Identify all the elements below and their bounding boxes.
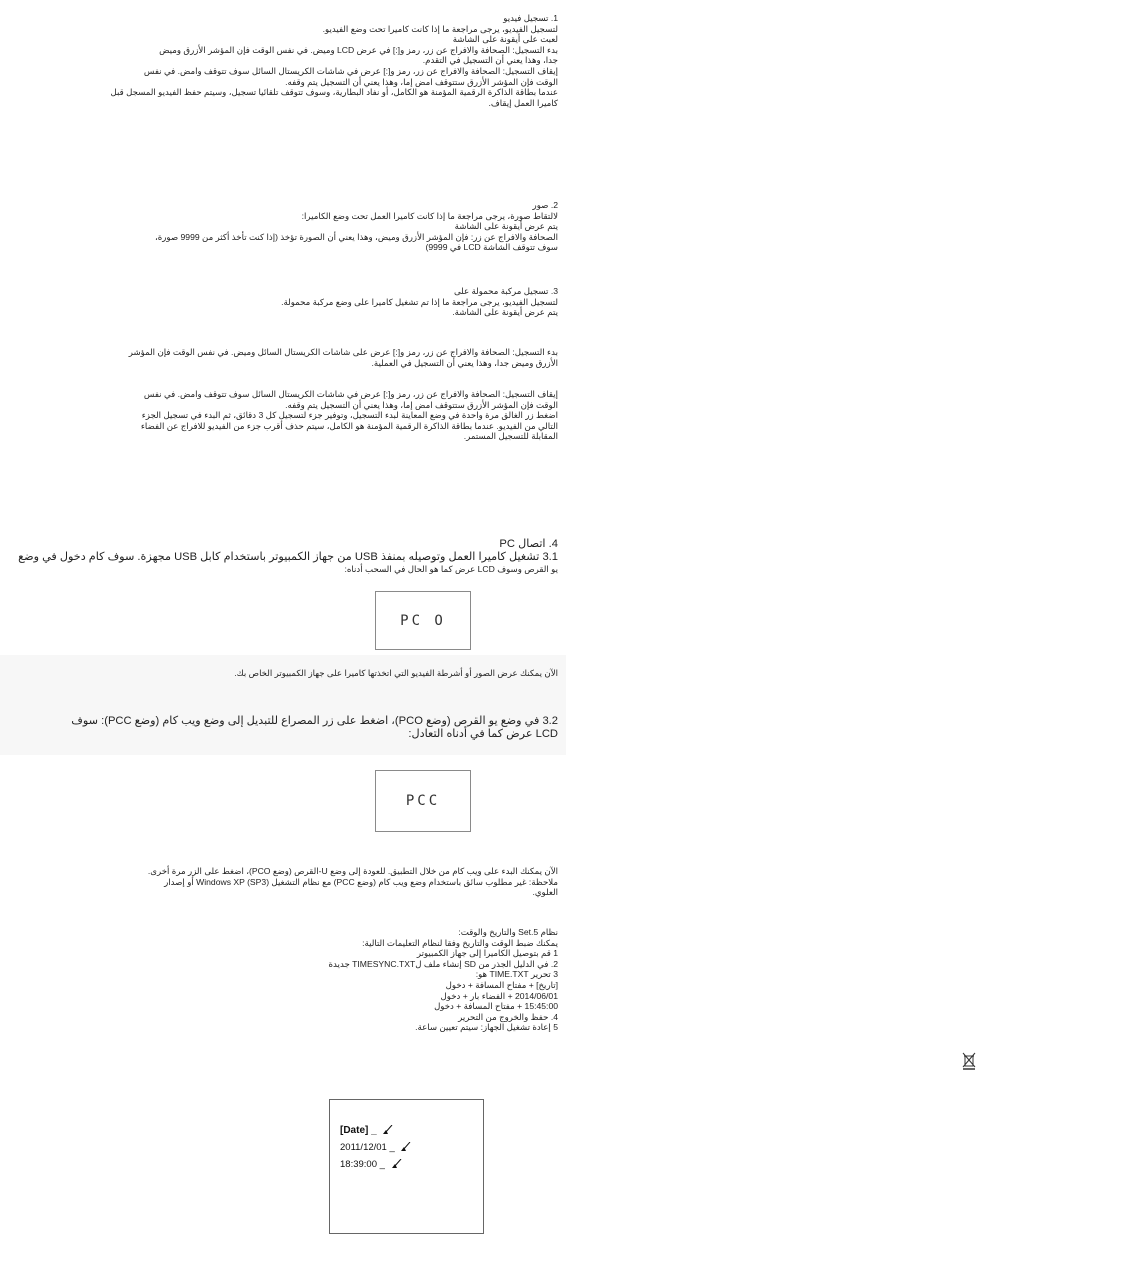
text-line: اضغط زر الغالق مرة واحدة في وضع المعاينة لبدء التسجيل، وتوفير جزء لتسجيل كل 3 دقائق، ثم البدء في تسجيل الجزء (141, 410, 558, 421)
text-line: الأزرق وميض جدا، وهذا يعني أن التسجيل في العملية. (371, 357, 558, 368)
lcd-text: PC O (400, 612, 446, 629)
text-line: 1 قم بتوصيل الكاميرا إلى جهاز الكمبيوتر (416, 948, 558, 959)
enter-key-icon (390, 1159, 402, 1169)
recycle-bin-crossed-icon (962, 1052, 976, 1070)
section5-title: نظام Set.5 والتاريخ والوقت: (458, 927, 558, 937)
text-line: العلوي. (532, 887, 558, 898)
date-value-line (340, 1139, 411, 1156)
text-line: 3.2 في وضع يو القرص (وضع PCO)، اضغط على زر المصراع للتبديل إلى وضع ويب كام (وضع PCC): سوف (71, 715, 558, 727)
text-line: الآن يمكنك عرض الصور أو أشرطة الفيديو التي اتخذتها كاميرا على جهاز الكمبيوتر الخاص بك. (234, 668, 558, 678)
text-line: كاميرا العمل إيقاف. (488, 97, 558, 108)
date-label: [Date] _ (340, 1125, 377, 1136)
section-photos (18, 200, 558, 253)
lcd-display-pco (375, 591, 471, 650)
date-example-box (329, 1099, 484, 1234)
text-line: يتم عرض أيقونة على الشاشة. (452, 307, 558, 318)
text-line: بدء التسجيل: الصحافة والافراج عن زر، رمز و[:] في عرض LCD وميض. في نفس الوقت فإن المؤشر الأزرق وميض (159, 44, 558, 55)
text-line: 15:45:00 + مفتاح المسافة + دخول (434, 1001, 558, 1012)
text-line: سوف تتوقف الشاشة LCD في 9999) (425, 242, 558, 253)
text-line: يمكنك ضبط الوقت والتاريخ وفقا لنظام التعليمات التالية: (362, 937, 558, 948)
section3-stop-recording (18, 389, 558, 442)
section-vehicle-recording (18, 286, 558, 318)
section2-title: 2. صور (532, 200, 558, 210)
date-line (340, 1122, 411, 1139)
text-line: 3.1 تشغيل كاميرا العمل وتوصيله بمنفذ USB من جهاز الكمبيوتر باستخدام كابل USB مجهزة. سوف كام دخول في وضع (18, 551, 558, 563)
section-video-recording (18, 13, 558, 108)
text-line: يو القرص وسوف LCD عرض كما هو الحال في السحب أدناه: (344, 564, 558, 574)
text-line: بدء التسجيل: الصحافة والافراج عن زر، رمز و[:] عرض على شاشات الكريستال السائل وميض. في نفس الوقت فإن المؤشر (128, 347, 558, 357)
text-line: لتسجيل الفيديو، يرجى مراجعة ما إذا تم تشغيل كاميرا على وضع مركبة محمولة. (281, 296, 558, 307)
enter-key-icon (381, 1125, 393, 1135)
section-pc-connection (18, 538, 558, 575)
date-example-lines (340, 1122, 411, 1173)
lcd-display-pcc (375, 770, 471, 832)
text-line: الوقت فإن المؤشر الأزرق ستتوقف امض إما، وهذا يعني أن التسجيل يتم وقفه. (285, 399, 558, 410)
text-line: [تاريخ] + مفتاح المسافة + دخول (445, 979, 558, 990)
section3-title: 3. تسجيل مركبة محمولة على (454, 286, 558, 296)
text-line: جدا، وهذا يعني أن التسجيل في التقدم. (422, 55, 558, 66)
text-line: المقابلة للتسجيل المستمر. (463, 431, 558, 442)
text-line: لعبت على أيقونة على الشاشة (452, 34, 558, 45)
text-line: لتسجيل الفيديو، يرجى مراجعة ما إذا كانت كاميرا تحت وضع الفيديو. (322, 23, 558, 34)
text-line: 5 إعادة تشغيل الجهاز: سيتم تعيين ساعة. (415, 1022, 558, 1033)
section1-title: 1. تسجيل فيديو (503, 13, 558, 23)
text-line: 4. حفظ والخروج من التحرير (458, 1011, 558, 1022)
text-line: الآن يمكنك البدء على ويب كام من خلال التطبيق. للعودة إلى وضع U-القرص (وضع PCO)، اضغط على الزر مرة أخرى. (147, 866, 558, 876)
enter-key-icon (399, 1142, 411, 1152)
text-line: 2014/06/01 + الفضاء بار + دخول (440, 990, 558, 1001)
text-line: 2. في الدليل الجذر من SD إنشاء ملف لTIMESYNC.TXT جديدة (328, 958, 558, 969)
text-line: إيقاف التسجيل: الصحافة والافراج عن زر، رمز و[:] عرض في شاشات الكريستال السائل سوف تتوقف وامض. في نفس (143, 389, 558, 399)
pc-view-note (18, 668, 558, 679)
text-line: الوقت فإن المؤشر الأزرق ستتوقف امض إما، وهذا يعني أن التسجيل يتم وقفه. (285, 76, 558, 87)
webcam-usage-note (18, 866, 558, 898)
lcd-text: PCC (405, 793, 441, 809)
section4-title: 4. اتصال PC (499, 538, 558, 550)
section3-start-recording (18, 347, 558, 368)
text-line: LCD عرض كما في أدناه التعادل: (408, 728, 558, 740)
text-line: يتم عرض أيقونة على الشاشة (454, 221, 558, 232)
text-line: الصحافة والافراج عن زر: فإن المؤشر الأزرق وميض، وهذا يعني أن الصورة تؤخذ (إذا كنت تأخذ أكثر من 9999 صورة، (154, 231, 558, 242)
text-line: عندما بطاقة الذاكرة الرقمية المؤمنة هو الكامل، أو نفاد البطارية، وسوف تتوقف تلقائيا تسجيل، وسيتم حفظ الفيديو المسجل قبل (110, 87, 558, 98)
webcam-switch-note (18, 715, 558, 741)
time-value: 18:39:00 _ (340, 1159, 385, 1170)
time-value-line (340, 1156, 411, 1173)
text-line: إيقاف التسجيل: الصحافة والافراج عن زر، رمز و[:] عرض في شاشات الكريستال السائل سوف تتوقف وامض. في نفس (143, 65, 558, 76)
text-line: ملاحظة: غير مطلوب سائق باستخدام وضع ويب كام (وضع PCC) مع نظام التشغيل (Windows XP (SP3 أو إصدار (164, 876, 558, 887)
date-value: 2011/12/01 _ (340, 1142, 395, 1153)
text-line: التالي من الفيديو. عندما بطاقة الذاكرة الرقمية المؤمنة هو الكامل، سيتم حذف أقرب جزء من الفيديو للافراج عن الفضاء (140, 420, 558, 431)
section-set-date-time (18, 927, 558, 1033)
text-line: 3 تحرير TIME.TXT هو: (475, 969, 558, 980)
text-line: لالتقاط صورة، يرجى مراجعة ما إذا كانت كاميرا العمل تحت وضع الكاميرا: (301, 210, 558, 221)
